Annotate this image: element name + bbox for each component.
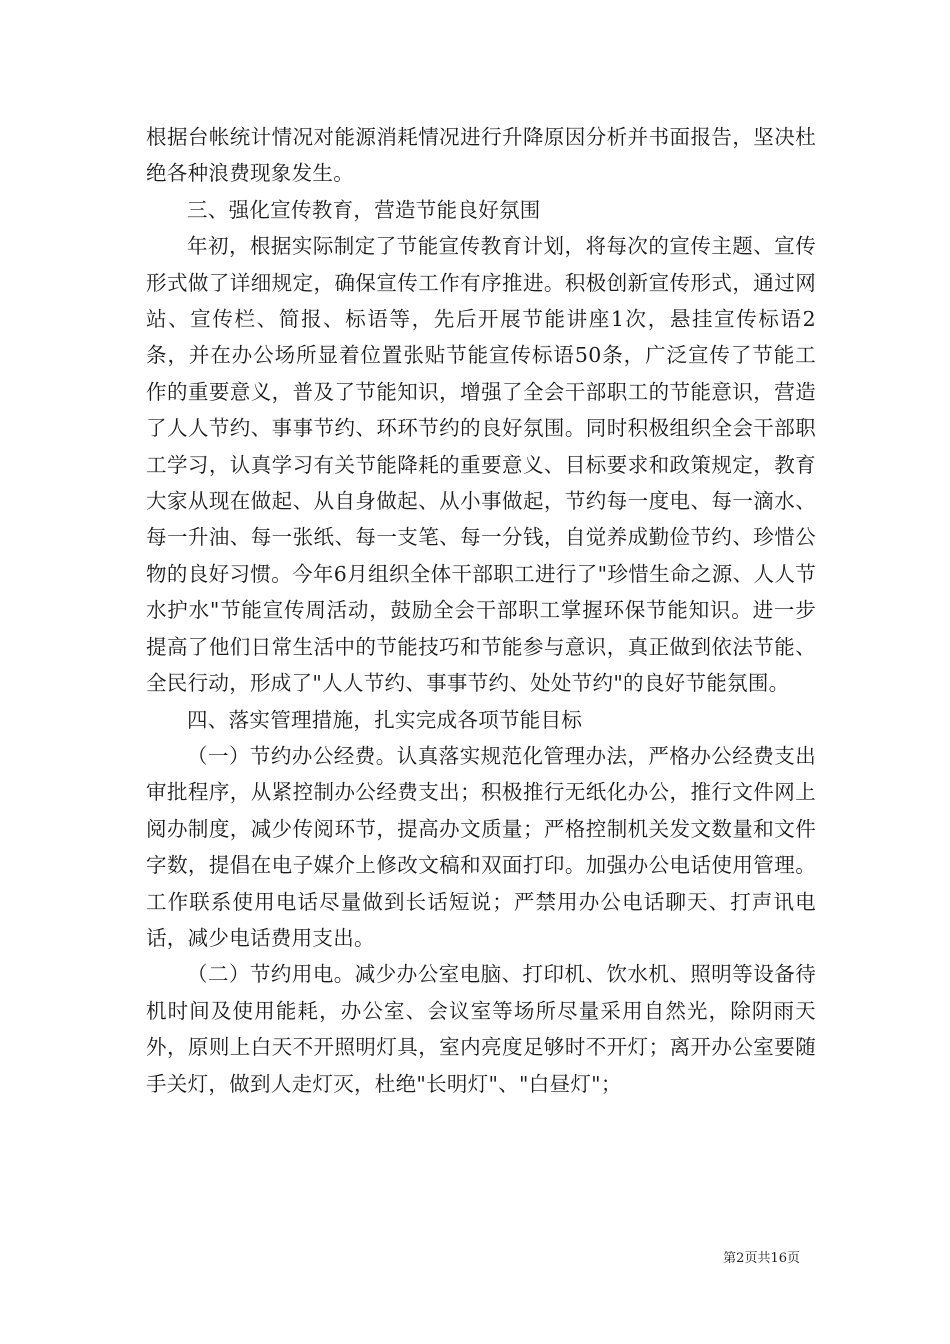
paragraph-electricity: （二）节约用电。减少办公室电脑、打印机、饮水机、照明等设备待机时间及使用能耗，办公室、会议室等场所尽量采用自然光，除阴雨天外，原则上白天不开照明灯具，室内亮度足够时不开灯；离开办公室要随手关灯，做到人走灯灭，杜绝"长明灯"、"白昼灯"； [146,962,816,1096]
document-body [146,119,816,1102]
section-heading-3: 三、强化宣传教育，营造节能良好氛围 [187,197,541,222]
page-number: 第2页共16页 [723,1251,800,1266]
paragraph-publicity: 年初，根据实际制定了节能宣传教育计划，将每次的宣传主题、宣传形式做了详细规定，确保宣传工作有序推进。积极创新宣传形式，通过网站、宣传栏、简报、标语等，先后开展节能讲座1次，悬挂宣传标语2条，并在办公场所显着位置张贴节能宣传标语50条，广泛宣传了节能工作的重要意义，普及了节能知识，增强了全会干部职工的节能意识，营造了人人节约、事事节约、环环节约的良好氛围。同时积极组织全会干部职工学习，认真学习有关节能降耗的重要意义、目标要求和政策规定，教育大家从现在做起、从自身做起、从小事做起，节约每一度电、每一滴水、每一升油、每一张纸、每一支笔、每一分钱，自觉养成勤俭节约、珍惜公物的良好习惯。今年6月组织全体干部职工进行了"珍惜生命之源、人人节水护水"节能宣传周活动，鼓励全会干部职工掌握环保节能知识。进一步提高了他们日常生活中的节能技巧和节能参与意识，真正做到依法节能、全民行动，形成了"人人节约、事事节约、处处节约"的良好节能氛围。 [146,234,816,696]
paragraph-office-expenses: （一）节约办公经费。认真落实规范化管理办法，严格办公经费支出审批程序，从紧控制办公经费支出；积极推行无纸化办公，推行文件网上阅办制度，减少传阅环节，提高办文质量；严格控制机关发文数量和文件字数，提倡在电子媒介上修改文稿和双面打印。加强办公电话使用管理。工作联系使用电话尽量做到长话短说；严禁用办公电话聊天、打声讯电话，减少电话费用支出。 [146,743,816,950]
section-heading-4: 四、落实管理措施，扎实完成各项节能目标 [187,707,583,732]
paragraph-continuation: 根据台帐统计情况对能源消耗情况进行升降原因分析并书面报告，坚决杜绝各种浪费现象发生。 [146,125,816,186]
